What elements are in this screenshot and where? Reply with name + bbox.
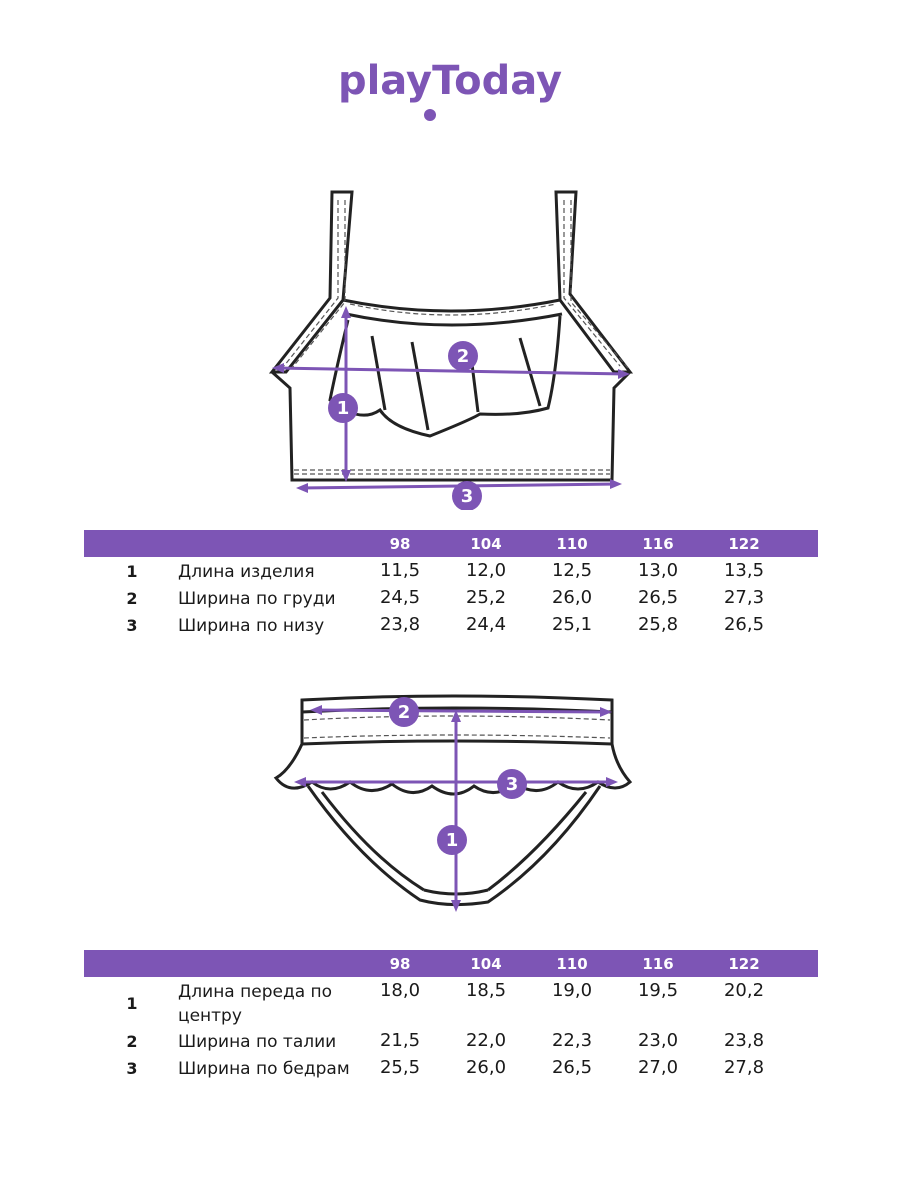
marker-label-1: 1 — [445, 830, 459, 851]
row-value: 26,0 — [465, 1057, 507, 1078]
brand-logo — [0, 52, 900, 124]
row-value: 18,5 — [465, 980, 507, 1001]
row-label: Ширина по бедрам — [178, 1059, 350, 1079]
row-value: 26,5 — [637, 587, 679, 608]
bottom-size-table — [84, 950, 818, 1084]
table-row — [84, 614, 818, 641]
table-row — [84, 587, 818, 614]
row-value: 22,0 — [465, 1030, 507, 1051]
marker-label-3: 3 — [505, 774, 519, 795]
row-value: 23,8 — [379, 614, 421, 635]
row-label: Ширина по низу — [178, 616, 325, 636]
table-header — [84, 950, 818, 977]
row-label: Длина переда по центру — [178, 982, 333, 1026]
size-header: 116 — [642, 955, 674, 973]
row-value: 21,5 — [379, 1030, 421, 1051]
size-header: 110 — [556, 535, 588, 553]
row-value: 25,1 — [551, 614, 593, 635]
row-value: 23,0 — [637, 1030, 679, 1051]
row-number: 2 — [126, 1032, 138, 1051]
row-value: 11,5 — [379, 560, 421, 581]
table-row — [84, 1057, 818, 1084]
row-value: 13,0 — [637, 560, 679, 581]
row-value: 27,8 — [723, 1057, 765, 1078]
row-number: 3 — [126, 1059, 138, 1078]
size-header: 98 — [389, 535, 411, 553]
table-row — [84, 560, 818, 587]
row-number: 2 — [126, 589, 138, 608]
row-value: 20,2 — [723, 980, 765, 1001]
row-number: 1 — [126, 994, 138, 1013]
size-header: 98 — [389, 955, 411, 973]
row-number: 3 — [126, 616, 138, 635]
size-header: 122 — [728, 535, 760, 553]
row-value: 23,8 — [723, 1030, 765, 1051]
row-value: 13,5 — [723, 560, 765, 581]
table-row — [84, 980, 818, 1030]
row-value: 27,0 — [637, 1057, 679, 1078]
row-value: 27,3 — [723, 587, 765, 608]
table-header — [84, 530, 818, 557]
row-value: 25,2 — [465, 587, 507, 608]
marker-label-2: 2 — [456, 346, 470, 367]
row-value: 12,5 — [551, 560, 593, 581]
marker-label-3: 3 — [460, 486, 474, 507]
marker-label-1: 1 — [336, 398, 350, 419]
size-header: 104 — [470, 535, 502, 553]
bottom-garment-diagram — [0, 690, 900, 920]
size-header: 110 — [556, 955, 588, 973]
size-header: 116 — [642, 535, 674, 553]
row-value: 26,5 — [551, 1057, 593, 1078]
row-value: 24,5 — [379, 587, 421, 608]
playtoday-logo — [320, 52, 580, 124]
row-value: 12,0 — [465, 560, 507, 581]
row-value: 26,0 — [551, 587, 593, 608]
row-value: 22,3 — [551, 1030, 593, 1051]
size-header: 104 — [470, 955, 502, 973]
row-label: Ширина по груди — [178, 589, 336, 609]
row-label: Длина изделия — [178, 562, 315, 582]
table-row — [84, 1030, 818, 1057]
logo-text: playToday — [337, 58, 563, 104]
row-value: 24,4 — [465, 614, 507, 635]
row-value: 19,5 — [637, 980, 679, 1001]
row-value: 26,5 — [723, 614, 765, 635]
top-garment-diagram — [0, 180, 900, 510]
top-size-table — [84, 530, 818, 641]
marker-label-2: 2 — [397, 702, 411, 723]
size-header: 122 — [728, 955, 760, 973]
row-label: Ширина по талии — [178, 1032, 337, 1052]
row-value: 18,0 — [379, 980, 421, 1001]
row-value: 25,5 — [379, 1057, 421, 1078]
row-value: 19,0 — [551, 980, 593, 1001]
row-value: 25,8 — [637, 614, 679, 635]
row-number: 1 — [126, 562, 138, 581]
